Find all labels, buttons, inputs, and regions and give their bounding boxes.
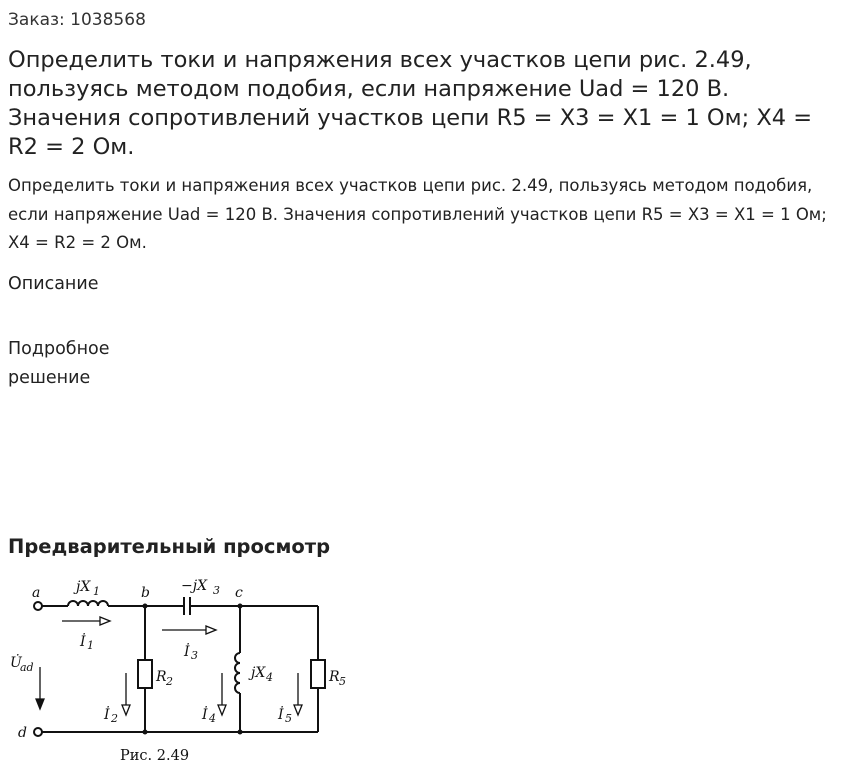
label-x4-sub: 4 [266,671,273,684]
resistor-r2 [138,660,152,688]
terminal-a [34,602,42,610]
label-x3-sub: 3 [213,584,220,597]
label-uad: U̇ [10,655,22,671]
label-i2: İ [104,707,110,723]
label-x4: jX [251,665,266,681]
detailed-solution-link[interactable]: Подробное решение [8,339,110,388]
figure-caption: Рис. 2.49 [120,748,190,764]
label-i5-sub: 5 [285,712,292,725]
label-uad-sub: ad [20,661,34,674]
inductor-x4 [235,653,240,693]
task-title: Определить токи и напряжения всех участков цепи рис. 2.49, пользуясь методом подобия, если напряжение Uad = 120 В. Значения сопротивлений участков цепи R5 = X3 = X1 = 1 Ом; X4 = R2 = 2 Ом. [8,47,813,160]
label-i4-sub: 4 [209,712,216,725]
label-r5-sub: 5 [339,675,346,688]
label-x1-sub: 1 [93,585,100,598]
label-r2: R [156,669,167,685]
node-b-dot [143,604,148,609]
label-r2-sub: 2 [166,675,173,688]
resistor-r5 [311,660,325,688]
label-node-c: c [235,585,243,601]
label-i1: İ [80,634,86,650]
label-r5: R [329,669,340,685]
label-i3-sub: 3 [191,649,198,662]
node-bottom-dot-c [238,730,243,735]
label-x1: jX [76,579,91,595]
node-bottom-dot-b [143,730,148,735]
label-i2-sub: 2 [111,712,118,725]
node-c-dot [238,604,243,609]
label-node-a: a [32,585,41,601]
label-node-b: b [141,585,150,601]
label-node-d: d [18,725,27,741]
task-description: Определить токи и напряжения всех участков цепи рис. 2.49, пользуясь методом подобия, если напряжение Uad = 120 В. Значения сопротивлений участков цепи R5 = X3 = X1 = 1 Ом; X4 = R2 = 2 Ом. [8,176,827,252]
order-number: Заказ: 1038568 [8,10,146,30]
label-i1-sub: 1 [87,639,94,652]
circuit-diagram [0,575,360,770]
label-i5: İ [278,707,284,723]
preview-heading: Предварительный просмотр [8,535,331,558]
description-heading[interactable]: Описание [8,274,99,294]
label-i3: İ [184,644,190,660]
label-i4: İ [202,707,208,723]
label-x3: −jX [181,578,208,594]
inductor-x1 [68,601,108,606]
terminal-d [34,728,42,736]
